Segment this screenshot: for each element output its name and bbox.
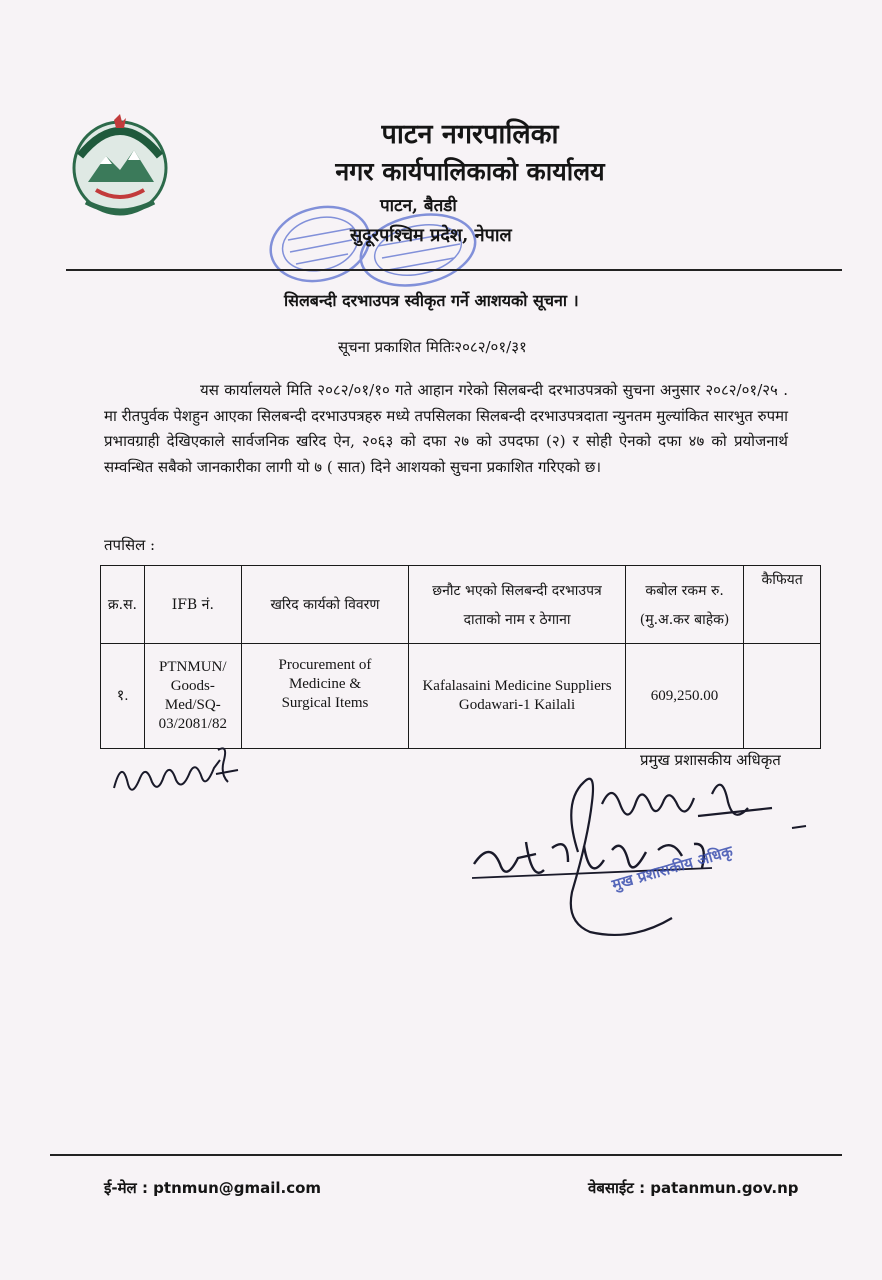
notice-title: सिलबन्दी दरभाउपत्र स्वीकृत गर्ने आशयको सूचना । [284, 291, 579, 310]
notice-body [104, 378, 788, 480]
procurement-table [100, 565, 821, 749]
office-subtitle: नगर कार्यपालिकाको कार्यालय [335, 157, 605, 186]
details-label: तपसिल : [104, 536, 156, 554]
footer-website: वेबसाईट : patanmun.gov.np [588, 1179, 799, 1197]
notice-published-date: सूचना प्रकाशित मितिः२०८२/०१/३१ [338, 338, 527, 356]
office-name: पाटन नगरपालिका [381, 119, 559, 150]
officer-stamp-text: मुख प्रशासकीय अधिकृ [609, 842, 735, 894]
col-header-amount-line1: कबोल रकम रु. [645, 582, 724, 599]
col-header-bidder-line1: छनौट भएको सिलबन्दी दरभाउपत्र [432, 582, 602, 599]
handwritten-signature-left [110, 738, 250, 808]
col-header-amount [625, 566, 743, 644]
col-header-ifb: IFB नं. [144, 566, 241, 644]
cell-sn: १. [101, 644, 145, 749]
office-location: पाटन, बैतडी [380, 196, 457, 216]
col-header-bidder-line2: दाताको नाम र ठेगाना [463, 611, 571, 628]
cell-ifb: PTNMUN/ Goods-Med/SQ-03/2081/82 [144, 644, 241, 749]
notice-paragraph: यस कार्यालयले मिति २०८२/०१/१० गते आहान गरेको सिलबन्दी दरभाउपत्रको सुचना अनुसार २०८२/०१/२५ . मा रीतपुर्वक पेशहुन आएका सिलबन्दी दरभाउपत्रहरु मध्ये तपसिलका सिलबन्दी दरभाउपत्रदाता न्युनतम मुल्यांकित सारभुत रुपमा प्रभावग्राही देखिएकाले सार्वजनिक खरिद ऐन, २०६३ को दफा २७ को उपदफा (२) र सोही ऐनको दफा ४७ को प्रयोजनार्थ सम्वन्धित सबैको जानकारीका लागी यो ७ ( सात) दिने आशयको सुचना प्रकाशित गरिएको छ। [104, 381, 788, 476]
office-province: सुदूरपश्चिम प्रदेश, नेपाल [350, 225, 512, 246]
cell-amount: 609,250.00 [625, 644, 743, 749]
table-row [101, 644, 821, 749]
cell-remarks [744, 644, 821, 749]
handwritten-signature-right [472, 742, 812, 942]
col-header-remarks: कैफियत [744, 566, 821, 644]
nepal-emblem-icon [66, 112, 174, 222]
cell-description: Procurement of Medicine & Surgical Items [241, 644, 409, 749]
col-header-description: खरिद कार्यको विवरण [241, 566, 409, 644]
officer-title: प्रमुख प्रशासकीय अधिकृत [640, 751, 781, 769]
col-header-sn: क्र.स. [101, 566, 145, 644]
footer-email: ई-मेल : ptnmun@gmail.com [104, 1179, 322, 1197]
col-header-amount-line2: (मु.अ.कर बाहेक) [639, 611, 730, 628]
col-header-bidder [409, 566, 626, 644]
header-divider [66, 269, 842, 271]
table-header-row [101, 566, 821, 644]
cell-bidder: Kafalasaini Medicine Suppliers Godawari-1 Kailali [409, 644, 626, 749]
footer-divider [50, 1154, 842, 1156]
